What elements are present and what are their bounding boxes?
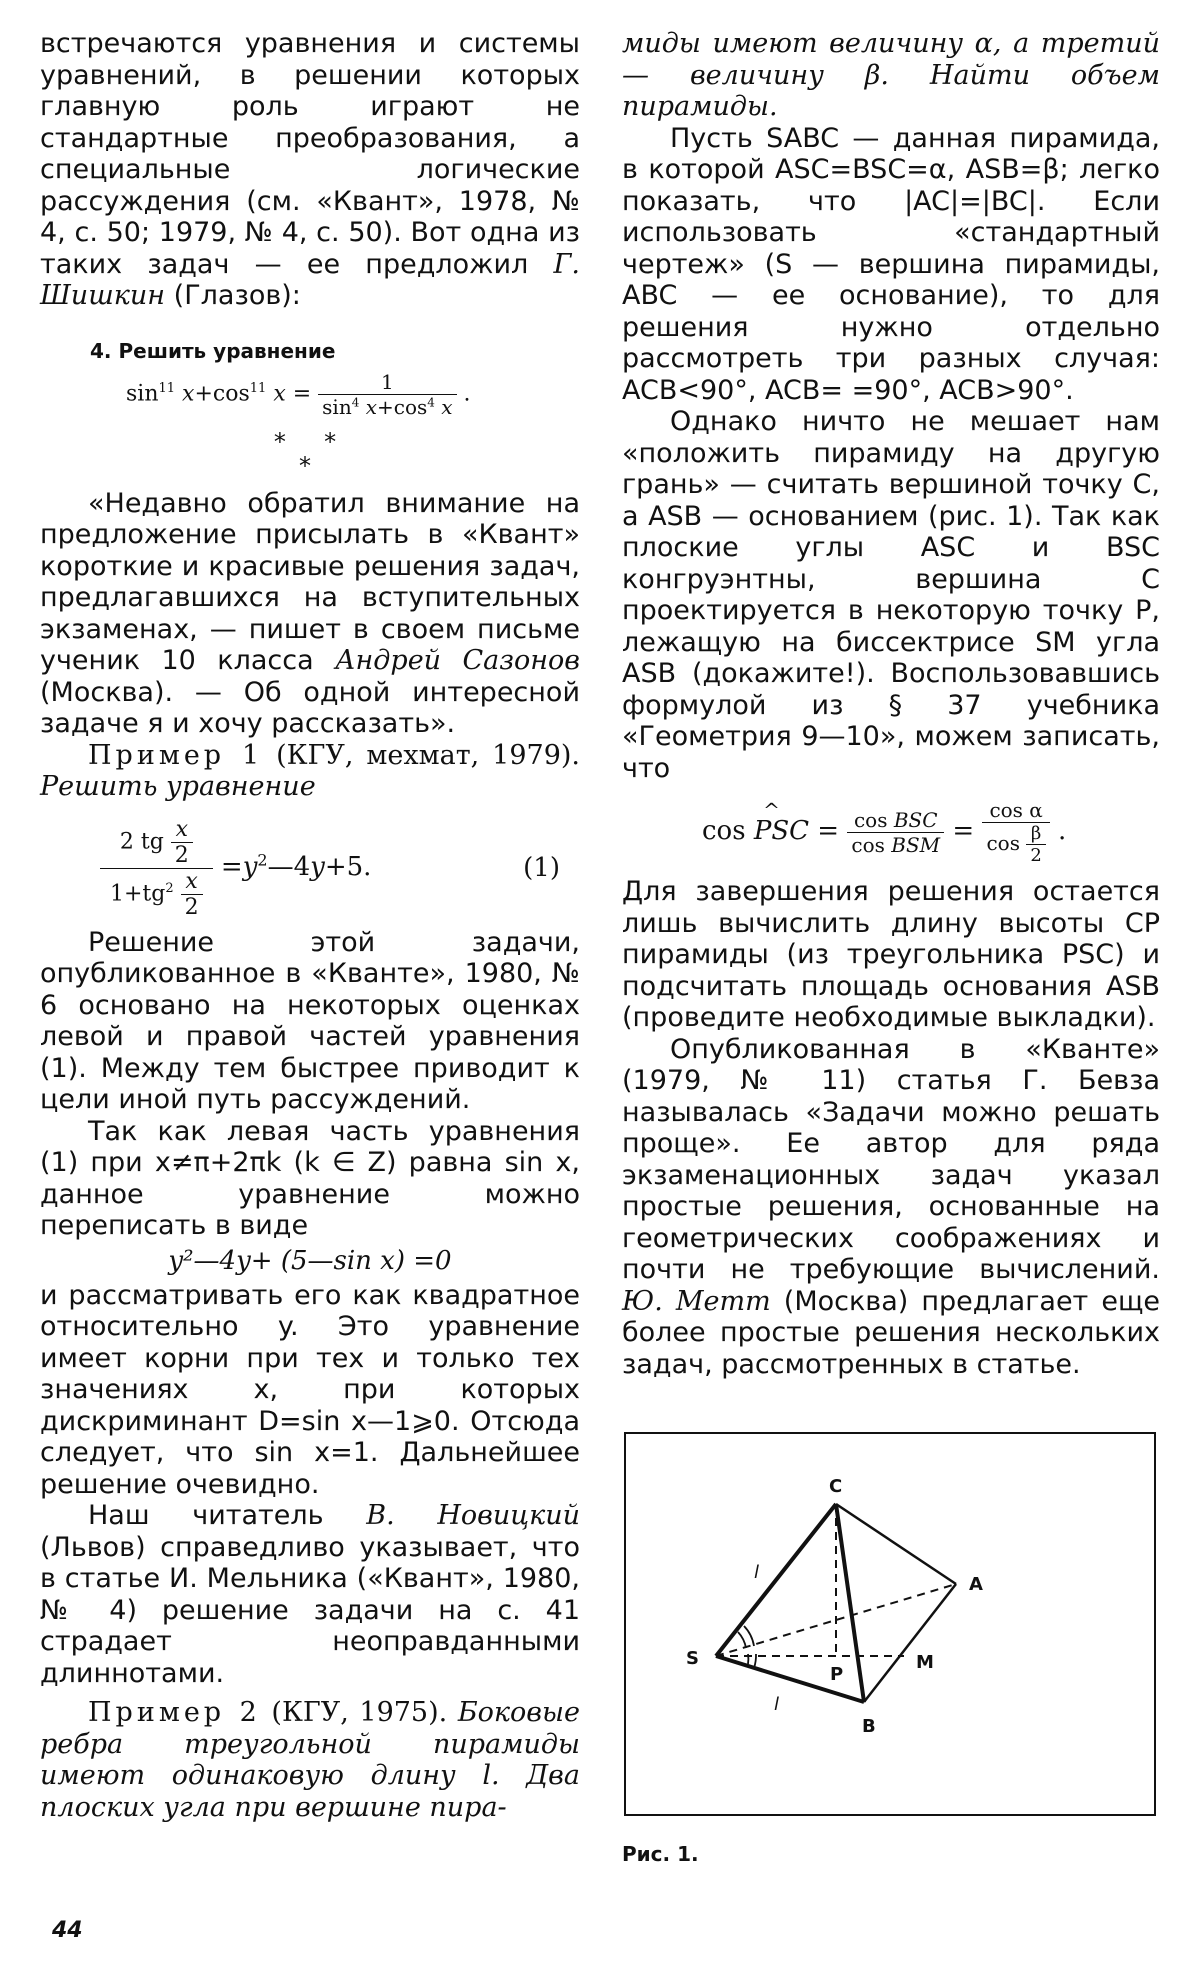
equation-2: y²—4y+ (5—sin x) =0	[168, 1245, 452, 1276]
author-name: Ю. Метт	[622, 1285, 771, 1317]
cosine-formula: cos ^ PSC = $\frac{\text{cos BSC}}{\text{cos BSM}}$ = cos α cos $\frac{\beta}{2}$ .	[622, 798, 1160, 876]
example-2-continuation: миды имеют величину α, а третий — величину β. Найти объем пирамиды.	[622, 28, 1160, 122]
angle-arc	[738, 1632, 746, 1648]
author-name: Андрей Сазонов	[335, 645, 580, 676]
paragraph: Так как левая часть уравнения (1) при x≠π+2πk (k ∈ Z) равна sin x, данное уравнение можно переписать в виде	[40, 1115, 580, 1241]
paragraph: Наш читатель В. Новицкий (Львов) справедливо указывает, что в статье И. Мельника («Квант», 1980, № 4) решение задачи на с. 41 страдает неоправданными длиннотами.	[40, 1500, 580, 1689]
author-name: Г. Шишкин	[40, 248, 580, 311]
paragraph: Однако ничто не мешает нам «положить пирамиду на другую грань» — считать вершиной точку C, а ASB — основанием (рис. 1). Так как плоские углы ASC и BSC конгруэнтны, вершина C проектируется в некоторую точку P, лежащую на биссектрисе SM угла ASB (докажите!). Воспользовавшись формулой из § 37 учебника «Геометрия 9—10», можем записать, что	[622, 406, 1160, 784]
section-stars: * * *	[273, 427, 337, 480]
label-b: B	[862, 1716, 876, 1737]
figure-frame	[625, 1433, 1155, 1815]
task-4-label: 4. Решить уравнение	[90, 338, 336, 363]
author-name: В. Новицкий	[366, 1500, 580, 1531]
edge-sc	[716, 1504, 836, 1656]
paragraph: Для завершения решения остается лишь вычислить длину высоты CP пирамиды (из треугольника PSC) и подсчитать площадь основания ASB (проведите необходимые выкладки).	[622, 876, 1160, 1033]
label-m: M	[916, 1652, 934, 1673]
example-2: Пример 2 (КГУ, 1975). Боковые ребра треугольной пирамиды имеют одинаковую длину l. Два плоских угла при вершине пира-	[40, 1697, 580, 1823]
angle-arc	[754, 1654, 756, 1668]
equation-1: 2 tg $\frac{x}{2}$ $1+tg^2$ $\frac{x}{2}$ $=y^2—4y+5$. (1)	[40, 817, 580, 927]
left-column	[40, 28, 580, 1823]
pyramid-figure	[624, 1432, 1156, 1816]
right-column	[622, 28, 1160, 1380]
page-number: 44	[52, 1918, 83, 1943]
paragraph: Решение этой задачи, опубликованное в «Кванте», 1980, № 6 основано на некоторых оценках левой и правой частей уравнения (1). Между тем быстрее приводит к цели иной путь рассуждений.	[40, 926, 580, 1115]
label-l-bottom: l	[774, 1694, 780, 1715]
figure-caption: Рис. 1.	[622, 1842, 699, 1866]
paragraph: и рассматривать его как квадратное относительно y. Это уравнение имеет корни при тех и только тех значениях x, при которых дискриминант D=sin x—1⩾0. Отсюда следует, что sin x=1. Дальнейшее решение очевидно.	[40, 1279, 580, 1500]
task-4-equation: $\sin^{11} x+\cos^{11}$ x = $\frac{1}{\sin^4 x+\cos^4 x}$ .	[126, 369, 471, 419]
paragraph: встречаются уравнения и системы уравнений, в решении которых главную роль играют не стандартные преобразования, а специальные логические рассуждения (см. «Квант», 1978, № 4, с. 50; 1979, № 4, с. 50). Вот одна из таких задач — ее предложил Г. Шишкин (Глазов):	[40, 28, 580, 311]
paragraph: Пусть SABC — данная пирамида, в которой ASC=BSC=α, ASB=β; легко показать, что |AC|=|BC|. Если использовать «стандартный чертеж» (S — вершина пирамиды, ABC — ее основание), то для решения нужно отдельно рассмотреть три разных случая: ACB<90°, ACB= =90°, ACB>90°.	[622, 122, 1160, 406]
paragraph: «Недавно обратил внимание на предложение присылать в «Квант» короткие и красивые решения задач, предлагавшихся на вступительных экзаменах, — пишет в своем письме ученик 10 класса Андрей Сазонов (Москва). — Об одной интересной задаче я и хочу рассказать».	[40, 487, 580, 739]
label-l-top: l	[754, 1562, 760, 1583]
label-s: S	[686, 1648, 699, 1669]
edge-ba	[864, 1584, 956, 1702]
paragraph: Опубликованная в «Кванте» (1979, № 11) статья Г. Бевза называлась «Задачи можно решать проще». Ее автор для ряда экзаменационных задач указал простые решения, основанные на геометрических соображениях и почти не требующие вычислений. Ю. Метт (Москва) предлагает еще более простые решения нескольких задач, рассмотренных в статье.	[622, 1033, 1160, 1380]
edge-ca	[836, 1504, 956, 1584]
label-p: P	[830, 1664, 844, 1685]
example-1-heading: Пример 1 (КГУ, мехмат, 1979). Решить уравнение	[40, 739, 580, 802]
label-a: A	[969, 1574, 983, 1595]
label-c: C	[829, 1476, 843, 1497]
